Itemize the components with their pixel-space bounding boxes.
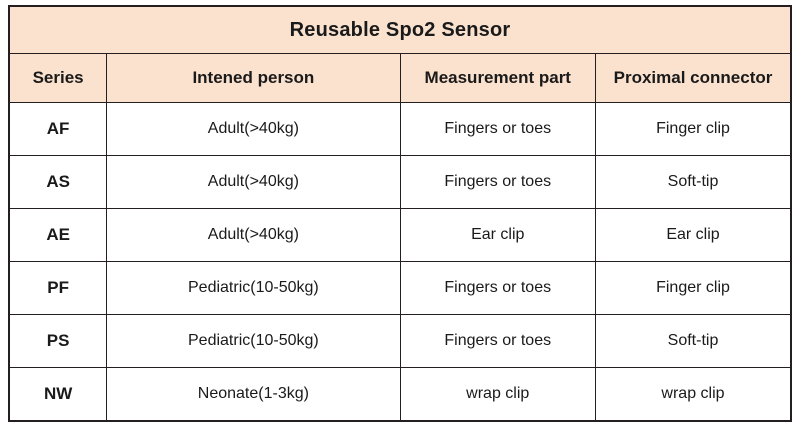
cell-connector: Soft-tip: [596, 156, 792, 209]
cell-person: Neonate(1-3kg): [107, 368, 400, 422]
table-row: [9, 368, 791, 422]
cell-connector: wrap clip: [596, 368, 792, 422]
cell-series: AF: [9, 103, 107, 156]
column-header-series: Series: [9, 54, 107, 103]
cell-part: Fingers or toes: [400, 103, 596, 156]
column-header-intened-person: Intened person: [107, 54, 400, 103]
cell-part: wrap clip: [400, 368, 596, 422]
cell-connector: Finger clip: [596, 262, 792, 315]
cell-part: Fingers or toes: [400, 156, 596, 209]
table-title: Reusable Spo2 Sensor: [9, 6, 791, 54]
cell-series: AE: [9, 209, 107, 262]
cell-series: NW: [9, 368, 107, 422]
reusable-spo2-sensor-table: [8, 5, 792, 422]
cell-person: Adult(>40kg): [107, 156, 400, 209]
cell-person: Pediatric(10-50kg): [107, 262, 400, 315]
cell-person: Pediatric(10-50kg): [107, 315, 400, 368]
cell-connector: Ear clip: [596, 209, 792, 262]
table-header-row: [9, 54, 791, 103]
table-row: [9, 209, 791, 262]
cell-part: Fingers or toes: [400, 315, 596, 368]
table-title-row: [9, 6, 791, 54]
cell-connector: Soft-tip: [596, 315, 792, 368]
cell-person: Adult(>40kg): [107, 209, 400, 262]
cell-person: Adult(>40kg): [107, 103, 400, 156]
column-header-measurement-part: Measurement part: [400, 54, 596, 103]
table-row: [9, 262, 791, 315]
cell-part: Fingers or toes: [400, 262, 596, 315]
cell-part: Ear clip: [400, 209, 596, 262]
table-row: [9, 315, 791, 368]
table-row: [9, 156, 791, 209]
column-header-proximal-connector: Proximal connector: [596, 54, 792, 103]
cell-series: PF: [9, 262, 107, 315]
cell-connector: Finger clip: [596, 103, 792, 156]
cell-series: AS: [9, 156, 107, 209]
cell-series: PS: [9, 315, 107, 368]
table-row: [9, 103, 791, 156]
